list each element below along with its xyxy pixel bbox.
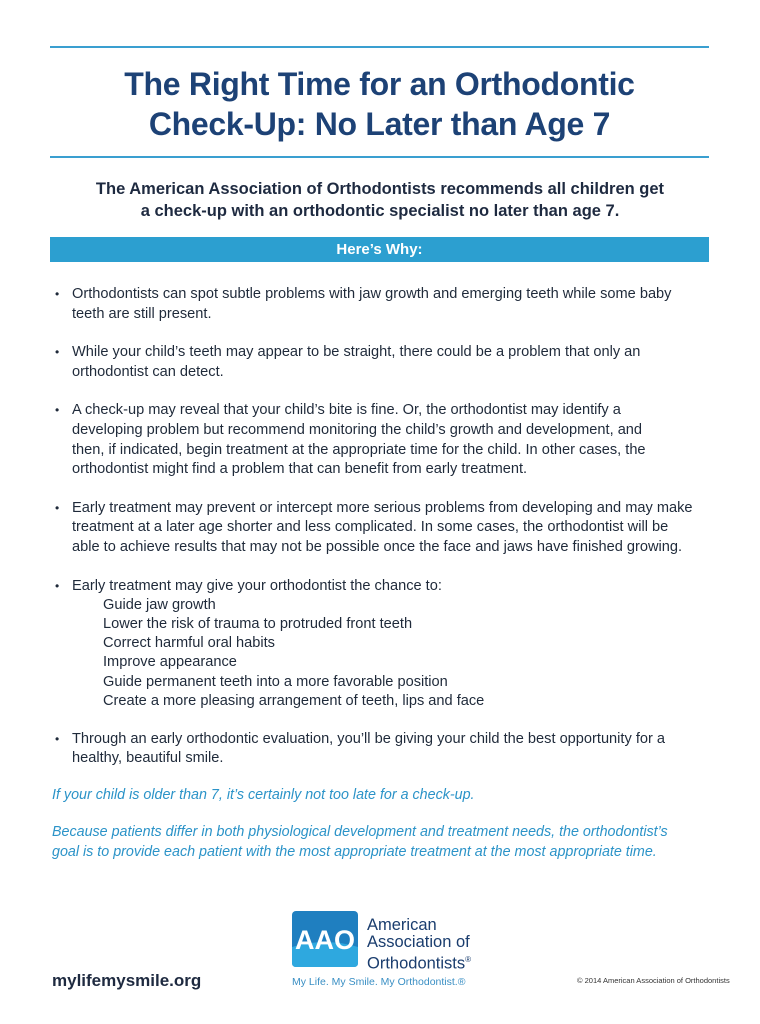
bullet-item: [52, 401, 712, 479]
subtitle-line-2: a check-up with an orthodontic specialist no later than age 7.: [140, 202, 620, 220]
page-title: [50, 64, 709, 144]
early-treatment-benefits: [72, 596, 712, 711]
bullet-item: [52, 577, 712, 711]
bullet-text-line: orthodontist might find a problem that can benefit from early treatment.: [72, 461, 528, 478]
subtitle: [60, 178, 700, 222]
registered-mark: ®: [465, 955, 472, 964]
bullet-text-line: Early treatment may prevent or intercept more serious problems from developing and may make: [72, 499, 693, 516]
bullet-item: [52, 730, 712, 769]
goal-note-line-2: goal is to provide each patient with the most appropriate treatment at the most appropriate time.: [52, 843, 657, 860]
top-divider: [50, 46, 709, 48]
tagline: My Life. My Smile. My Orthodontist.®: [292, 976, 466, 988]
bullet-text-line: able to achieve results that may not be possible once the face and jaws have finished growing.: [72, 538, 683, 555]
title-divider: [50, 156, 709, 158]
bullet-text-line: While your child’s teeth may appear to be straight, there could be a problem that only an: [72, 344, 641, 361]
bullet-dot: •: [55, 345, 60, 360]
bullet-text-line: developing problem but recommend monitoring the child’s growth and development, and: [72, 421, 643, 438]
aao-logo-icon: [292, 911, 358, 967]
org-name: [367, 917, 471, 973]
bullet-text-line: teeth are still present.: [72, 305, 212, 322]
bullet-text-line: Early treatment may give your orthodontist the chance to:: [72, 577, 442, 594]
bullet-dot: •: [55, 500, 60, 515]
copyright: © 2014 American Association of Orthodontists: [577, 976, 730, 985]
bullet-text-line: treatment at a later age shorter and less complicated. In some cases, the orthodontist will be: [72, 519, 669, 536]
bullet-item: [52, 499, 712, 558]
bullet-item: [52, 343, 712, 382]
logo-text: AAO: [295, 925, 355, 955]
org-name-line-3: Orthodontists®: [367, 954, 472, 973]
bullet-text-line: Through an early orthodontic evaluation, you’ll be giving your child the best opportunity for a: [72, 730, 666, 747]
age-note: [52, 786, 722, 806]
goal-note: [52, 823, 722, 862]
reasons-list: [52, 285, 712, 788]
org-name-line-2: Association of: [367, 933, 470, 951]
bullet-text-line: then, if indicated, begin treatment at the appropriate time for the child. In other cases, the: [72, 441, 646, 458]
benefit-item: Lower the risk of trauma to protruded front teeth: [103, 616, 413, 633]
bullet-dot: •: [55, 731, 60, 746]
benefit-item: Guide jaw growth: [103, 597, 216, 614]
age-note-line-1: If your child is older than 7, it’s certainly not too late for a check-up.: [52, 787, 475, 803]
bullet-item: [52, 285, 712, 324]
bullet-dot: •: [55, 287, 60, 301]
org-name-line-1: American: [367, 916, 437, 934]
bullet-text-line: Orthodontists can spot subtle problems with jaw growth and emerging teeth while some baby: [72, 286, 672, 302]
benefit-item: Correct harmful oral habits: [103, 635, 275, 652]
website-link[interactable]: mylifemysmile.org: [52, 971, 202, 990]
section-banner: Here’s Why:: [50, 237, 709, 262]
bullet-text-line: orthodontist can detect.: [72, 363, 224, 380]
bullet-text-line: A check-up may reveal that your child’s bite is fine. Or, the orthodontist may identify a: [72, 402, 621, 419]
title-line-2: Check-Up: No Later than Age 7: [148, 106, 611, 142]
bullet-dot: •: [55, 403, 60, 418]
subtitle-line-1: The American Association of Orthodontists recommends all children get: [95, 180, 665, 198]
benefit-item: Guide permanent teeth into a more favorable position: [103, 673, 448, 690]
benefit-item: Improve appearance: [103, 654, 237, 671]
title-line-1: The Right Time for an Orthodontic: [124, 66, 635, 102]
benefit-item: Create a more pleasing arrangement of teeth, lips and face: [103, 692, 485, 709]
bullet-dot: •: [55, 578, 60, 593]
goal-note-line-1: Because patients differ in both physiological development and treatment needs, the orthodontist’s: [52, 824, 668, 840]
bullet-text-line: healthy, beautiful smile.: [72, 750, 224, 767]
